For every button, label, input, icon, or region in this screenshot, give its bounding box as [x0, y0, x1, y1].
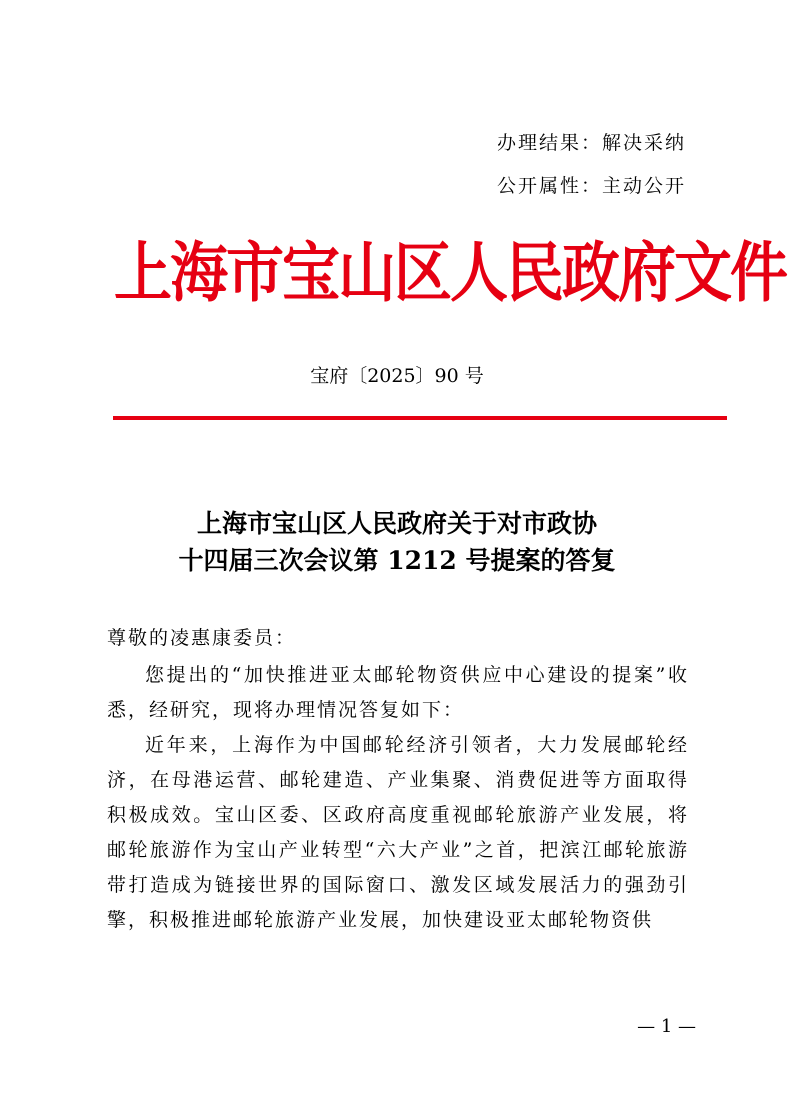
title-line-1: 上海市宝山区人民政府关于对市政协	[196, 509, 597, 538]
body-text	[107, 658, 689, 938]
title-line-2: 十四届三次会议第 1212 号提案的答复	[178, 546, 616, 575]
red-divider	[113, 416, 727, 420]
document-number: 宝府〔2025〕90 号	[310, 365, 484, 387]
document-header-title: 上海市宝山区人民政府文件	[114, 234, 787, 311]
paragraph-1: 您提出的“加快推进亚太邮轮物资供应中心建设的提案”收悉，经研究，现将办理情况答复如下：	[107, 664, 689, 721]
page-number: — 1 —	[637, 1016, 696, 1037]
meta-result: 办理结果：解决采纳	[496, 132, 686, 154]
paragraph-2: 近年来，上海作为中国邮轮经济引领者，大力发展邮轮经济，在母港运营、邮轮建造、产业集聚、消费促进等方面取得积极成效。宝山区委、区政府高度重视邮轮旅游产业发展，将邮轮旅游作为宝山产业转型“六大产业”之首，把滨江邮轮旅游带打造成为链接世界的国际窗口、激发区域发展活力的强劲引擎，积极推进邮轮旅游产业发展，加快建设亚太邮轮物资供	[107, 734, 689, 931]
salutation: 尊敬的凌惠康委员：	[107, 627, 297, 649]
document-title	[0, 505, 794, 579]
meta-disclosure: 公开属性：主动公开	[496, 175, 686, 197]
